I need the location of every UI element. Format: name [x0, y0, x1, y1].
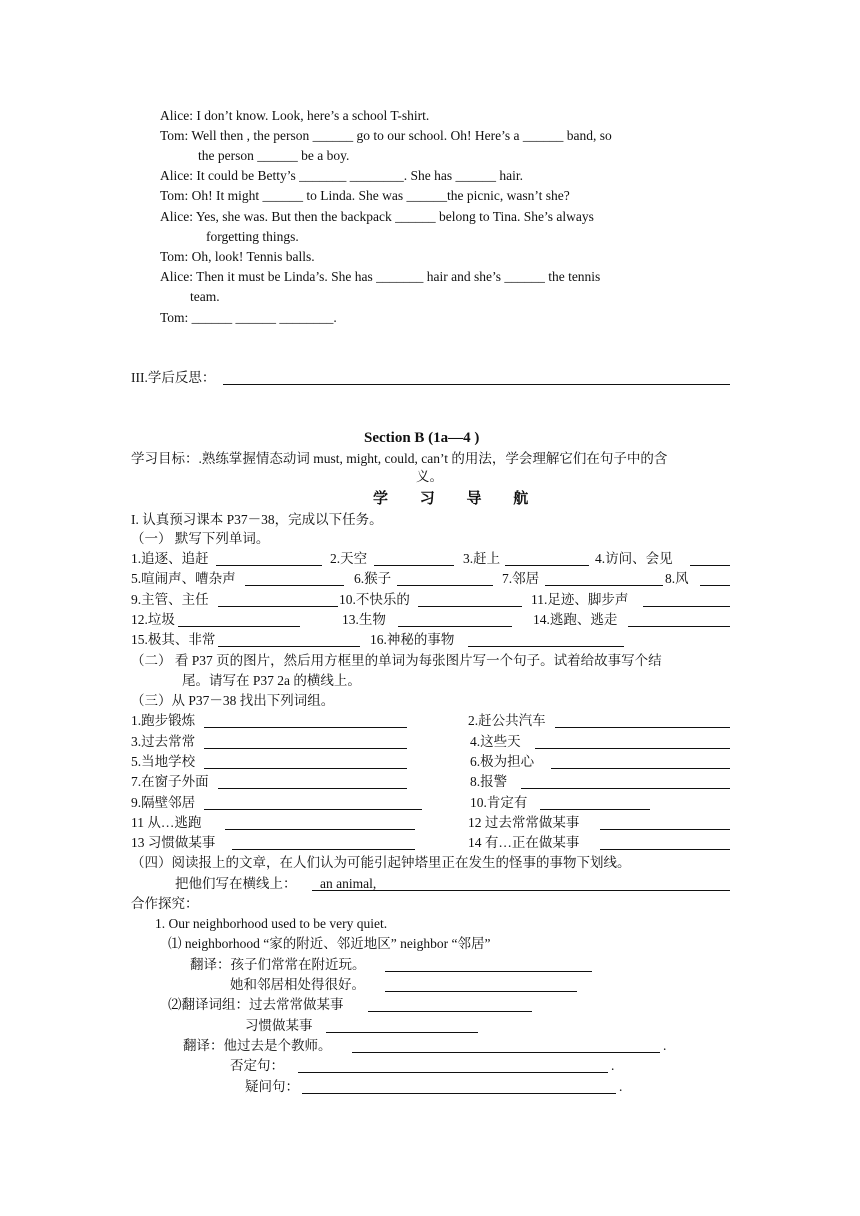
vocab-item: 4.访问、会见: [595, 551, 673, 566]
translation-blank[interactable]: [385, 971, 592, 972]
phrase-item: 1.跑步锻炼: [131, 713, 196, 728]
coop-point-2: ⑵翻译词组：过去常常做某事: [168, 997, 344, 1012]
coop-point-1: ⑴ neighborhood “家的附近、邻近地区” neighbor “邻居”: [168, 936, 491, 951]
coop-sentence: 1. Our neighborhood used to be very quiet.: [155, 916, 388, 931]
dialogue-line: team.: [190, 289, 220, 304]
phrase-blank[interactable]: [204, 809, 422, 810]
vocab-blank[interactable]: [374, 565, 454, 566]
translation-prompt: 她和邻居相处得很好。: [230, 977, 365, 992]
vocab-item: 13.生物: [342, 612, 386, 627]
vocab-blank[interactable]: [418, 606, 522, 607]
question-label: 疑问句：: [245, 1079, 299, 1094]
phrase-blank[interactable]: [225, 829, 415, 830]
phrase-blank[interactable]: [540, 809, 650, 810]
phrase-item: 14 有…正在做某事: [468, 835, 580, 850]
vocab-blank[interactable]: [628, 626, 730, 627]
vocab-item: 2.天空: [330, 551, 368, 566]
period: .: [619, 1079, 623, 1094]
phrase-blank[interactable]: [600, 829, 730, 830]
phrase-item: 4.这些天: [470, 734, 521, 749]
vocab-blank[interactable]: [216, 565, 322, 566]
vocab-item: 8.风: [665, 571, 689, 586]
vocab-item: 16.神秘的事物: [370, 632, 455, 647]
negative-blank[interactable]: [298, 1072, 608, 1073]
translation-blank[interactable]: [326, 1032, 478, 1033]
negative-label: 否定句：: [230, 1058, 284, 1073]
reflection-label: III.学后反思：: [131, 370, 216, 385]
dialogue-line: forgetting things.: [206, 229, 299, 244]
phrase-item: 2.赶公共汽车: [468, 713, 546, 728]
part2-instruction: （二） 看 P37 页的图片，然后用方框里的单词为每张图片写一个句子。试着给故事写个结: [131, 653, 662, 668]
period: .: [611, 1058, 615, 1073]
translation-blank[interactable]: [368, 1011, 532, 1012]
dialogue-line: the person ______ be a boy.: [198, 148, 350, 163]
vocab-blank[interactable]: [397, 585, 493, 586]
translation-prompt: 翻译：孩子们常常在附近玩。: [190, 957, 366, 972]
vocab-item: 7.邻居: [502, 571, 540, 586]
part2-instruction-cont: 尾。请写在 P37 2a 的横线上。: [182, 673, 361, 688]
phrase-blank[interactable]: [551, 768, 730, 769]
dialogue-line: Tom: Well then , the person ______ go to our school. Oh! Here’s a ______ band, so: [160, 128, 612, 143]
translation-blank[interactable]: [352, 1052, 660, 1053]
phrase-item: 10.肯定有: [470, 795, 528, 810]
phrase-blank[interactable]: [535, 748, 730, 749]
phrase-blank[interactable]: [218, 788, 407, 789]
dialogue-line: Tom: Oh, look! Tennis balls.: [160, 249, 315, 264]
phrase-blank[interactable]: [600, 849, 730, 850]
period: .: [663, 1038, 667, 1053]
vocab-item: 14.逃跑、逃走: [533, 612, 618, 627]
translation-prompt: 翻译：他过去是个教师。: [183, 1038, 332, 1053]
vocab-item: 10.不快乐的: [339, 592, 410, 607]
vocab-blank[interactable]: [218, 606, 338, 607]
dialogue-line: Tom: ______ ______ ________.: [160, 310, 337, 325]
learning-objective: 学习目标：.熟练掌握情态动词 must, might, could, can’t 的用法，学会理解它们在句子中的含: [131, 451, 668, 466]
vocab-item: 15.极其、非常: [131, 632, 216, 647]
dialogue-line: Alice: I don’t know. Look, here’s a school T-shirt.: [160, 108, 430, 123]
section-title: Section B (1a—4 ): [364, 430, 480, 446]
vocab-blank[interactable]: [700, 585, 730, 586]
phrase-item: 6.极为担心: [470, 754, 535, 769]
phrase-blank[interactable]: [521, 788, 730, 789]
question-blank[interactable]: [302, 1093, 616, 1094]
phrase-item: 13 习惯做某事: [131, 835, 216, 850]
vocab-blank[interactable]: [468, 646, 624, 647]
task-heading: I. 认真预习课本 P37－38，完成以下任务。: [131, 512, 383, 527]
phrase-item: 3.过去常常: [131, 734, 196, 749]
vocab-item: 11.足迹、脚步声: [531, 592, 629, 607]
phrase-item: 5.当地学校: [131, 754, 196, 769]
nav-title: 学 习 导 航: [373, 491, 543, 507]
phrase-item: 9.隔壁邻居: [131, 795, 196, 810]
dialogue-line: Tom: Oh! It might ______ to Linda. She was ______the picnic, wasn’t she?: [160, 188, 570, 203]
phrase-blank[interactable]: [232, 849, 415, 850]
vocab-item: 1.追逐、追赶: [131, 551, 209, 566]
part4-answer-line[interactable]: [312, 890, 730, 891]
dialogue-line: Alice: It could be Betty’s _______ ________. She has ______ hair.: [160, 168, 523, 183]
coop-point-2b: 习惯做某事: [245, 1018, 313, 1033]
part1-heading: （一） 默写下列单词。: [131, 531, 270, 546]
dialogue-line: Alice: Then it must be Linda’s. She has _______ hair and she’s ______ the tennis: [160, 269, 601, 284]
vocab-blank[interactable]: [643, 606, 730, 607]
vocab-blank[interactable]: [690, 565, 730, 566]
learning-objective-cont: 义。: [416, 469, 443, 484]
phrase-item: 7.在窗子外面: [131, 774, 209, 789]
phrase-blank[interactable]: [555, 727, 730, 728]
part4-answer[interactable]: an animal,: [320, 876, 377, 891]
vocab-blank[interactable]: [505, 565, 589, 566]
phrase-item: 12 过去常常做某事: [468, 815, 580, 830]
dialogue-line: Alice: Yes, she was. But then the backpack ______ belong to Tina. She’s always: [160, 209, 594, 224]
phrase-blank[interactable]: [204, 727, 407, 728]
translation-blank[interactable]: [385, 991, 577, 992]
vocab-item: 6.猴子: [354, 571, 392, 586]
vocab-blank[interactable]: [398, 626, 512, 627]
vocab-blank[interactable]: [218, 646, 360, 647]
part4-label: 把他们写在横线上：: [175, 876, 297, 891]
vocab-item: 9.主管、主任: [131, 592, 209, 607]
vocab-item: 5.喧闹声、嘈杂声: [131, 571, 236, 586]
part4-instruction: （四）阅读报上的文章，在人们认为可能引起钟塔里正在发生的怪事的事物下划线。: [131, 855, 631, 870]
vocab-item: 3.赶上: [463, 551, 501, 566]
coop-heading: 合作探究：: [131, 896, 199, 911]
part3-heading: （三）从 P37－38 找出下列词组。: [131, 693, 335, 708]
phrase-item: 11 从…逃跑: [131, 815, 202, 830]
phrase-blank[interactable]: [204, 748, 407, 749]
vocab-blank[interactable]: [545, 585, 663, 586]
phrase-item: 8.报警: [470, 774, 508, 789]
vocab-item: 12.垃圾: [131, 612, 175, 627]
vocab-blank[interactable]: [245, 585, 344, 586]
phrase-blank[interactable]: [204, 768, 407, 769]
vocab-blank[interactable]: [178, 626, 300, 627]
reflection-answer-line[interactable]: [223, 384, 730, 385]
